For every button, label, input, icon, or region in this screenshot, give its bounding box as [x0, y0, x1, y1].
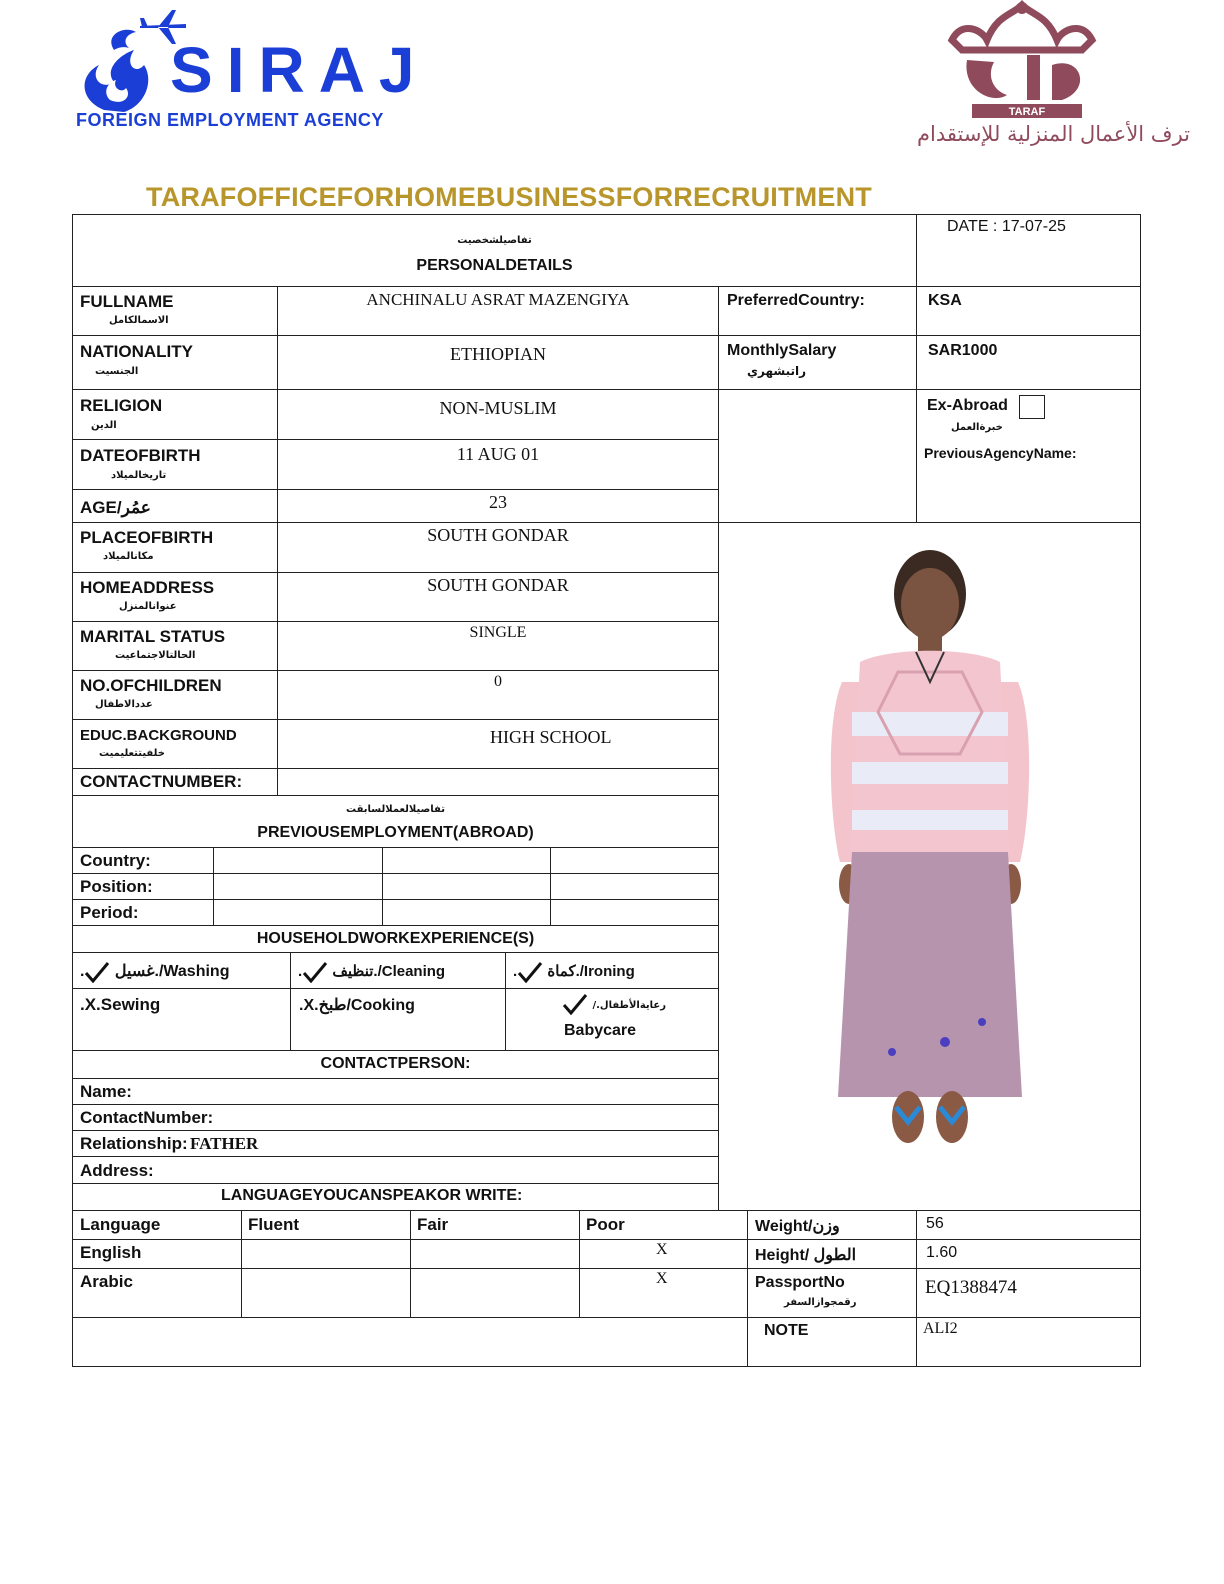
- ex-abroad-arabic: خبرةالعمل: [951, 422, 1003, 433]
- previous-employment-header: [72, 795, 719, 848]
- ironing-cell: . كماة./Ironing: [505, 952, 719, 989]
- religion-label: RELIGION: [80, 396, 163, 415]
- taraf-name: TARAF: [1008, 106, 1046, 118]
- age-label: AGE/عمُر: [80, 498, 151, 517]
- lang-col-poor: [579, 1210, 748, 1240]
- prev-period-cell-3[interactable]: [550, 899, 719, 926]
- lang-english-poor[interactable]: [579, 1239, 748, 1269]
- siraj-subtitle: FOREIGN EMPLOYMENT AGENCY: [76, 110, 384, 130]
- lang-arabic-poor[interactable]: [579, 1268, 748, 1318]
- salary-arabic: راتبشهري: [747, 364, 807, 378]
- cleaning-cell: . تنظيف./Cleaning: [290, 952, 506, 989]
- prev-country-label-cell: [72, 847, 214, 874]
- age-value: 23: [489, 492, 507, 512]
- nationality-label: NATIONALITY: [80, 342, 194, 361]
- sewing-label: .X.Sewing: [80, 995, 161, 1014]
- marital-arabic: الحالتالاجتماعيت: [115, 650, 196, 661]
- previous-employment-title: PREVIOUSEMPLOYMENT(ABROAD): [257, 824, 534, 841]
- lang-arabic-fair[interactable]: [410, 1268, 580, 1318]
- lang-arabic-cell: [72, 1268, 242, 1318]
- educ-label-cell: [72, 719, 278, 769]
- page-title: TARAFOFFICEFORHOMEBUSINESSFORRECRUITMENT: [146, 182, 872, 212]
- note-value: ALI2: [923, 1320, 958, 1337]
- dob-label-cell: [72, 439, 278, 490]
- fullname-value-cell: [277, 286, 719, 336]
- date-value: DATE : 17-07-25: [947, 218, 1066, 235]
- marital-label: MARITAL STATUS: [80, 627, 226, 646]
- children-value: 0: [494, 673, 502, 690]
- height-value-cell: [916, 1239, 1141, 1269]
- preferred-country-value-cell: [916, 286, 1141, 336]
- religion-label-cell: [72, 389, 278, 440]
- fullname-arabic: الاسمالكامل: [109, 315, 169, 326]
- lang-col-language: [72, 1210, 242, 1240]
- children-arabic: عددالاطفال: [95, 699, 153, 710]
- preferred-country-value: KSA: [928, 292, 962, 309]
- pob-value: SOUTH GONDAR: [427, 525, 569, 545]
- washing-label: غسيل./Washing: [114, 963, 230, 981]
- passport-value-cell: [916, 1268, 1141, 1318]
- note-label: NOTE: [764, 1322, 809, 1339]
- nationality-label-cell: [72, 335, 278, 390]
- marital-label-cell: [72, 621, 278, 671]
- dob-value-cell: [277, 439, 719, 490]
- pob-arabic: مكانالميلاد: [103, 551, 154, 562]
- babycare-cell: [505, 988, 719, 1051]
- personal-details-header: [72, 214, 917, 287]
- address-label-cell: [72, 572, 278, 622]
- dob-label: DATEOFBIRTH: [80, 446, 201, 465]
- lang-english-mark: X: [656, 1241, 668, 1258]
- bottom-blank-cell: [72, 1317, 748, 1367]
- dob-arabic: تاريخالميلاد: [111, 470, 167, 481]
- educ-label: EDUC.BACKGROUND: [80, 727, 237, 744]
- contact-number-value-cell[interactable]: [277, 768, 719, 796]
- lang-english-cell: [72, 1239, 242, 1269]
- crown-icon: [932, 0, 1112, 124]
- contact-name-label: Name:: [80, 1082, 132, 1101]
- contact-name-row[interactable]: [72, 1078, 719, 1105]
- passport-label-cell: [747, 1268, 917, 1318]
- babycare-arabic: رعايةالأطفال./: [592, 1000, 666, 1012]
- prev-country-label: Country:: [80, 851, 151, 870]
- check-icon: [84, 961, 110, 983]
- educ-value-cell: [277, 719, 719, 769]
- prev-period-label: Period:: [80, 903, 139, 922]
- prev-position-cell-2[interactable]: [382, 873, 551, 900]
- address-label: HOMEADDRESS: [80, 578, 215, 597]
- prev-country-cell-2[interactable]: [382, 847, 551, 874]
- children-label: NO.OFCHILDREN: [80, 676, 222, 695]
- age-value-cell: [277, 489, 719, 523]
- lang-header-fair: Fair: [417, 1215, 449, 1234]
- ironing-label: كماة./Ironing: [547, 962, 635, 980]
- lang-english-fair[interactable]: [410, 1239, 580, 1269]
- dob-value: 11 AUG 01: [456, 444, 540, 464]
- contact-number-label: CONTACTNUMBER:: [80, 772, 243, 791]
- contact-label-cell: [72, 768, 278, 796]
- weight-label-cell: [747, 1210, 917, 1240]
- lang-arabic-mark: X: [656, 1270, 668, 1287]
- lang-english-fluent[interactable]: [241, 1239, 411, 1269]
- salary-label: MonthlySalary: [727, 342, 837, 359]
- height-value: 1.60: [926, 1244, 958, 1261]
- ex-abroad-checkbox[interactable]: [1019, 395, 1045, 419]
- prev-period-cell-2[interactable]: [382, 899, 551, 926]
- relationship-row[interactable]: [72, 1130, 719, 1157]
- lang-header-fluent: Fluent: [248, 1215, 299, 1234]
- date-cell: [916, 214, 1141, 287]
- taraf-arabic-name: ترف الأعمال المنزلية للإستقدام: [917, 122, 1190, 146]
- personal-details-arabic: تفاصيلشخصيت: [457, 235, 532, 246]
- prev-position-label: Position:: [80, 877, 153, 896]
- relationship-label: Relationship:: [80, 1134, 188, 1153]
- prev-country-cell-3[interactable]: [550, 847, 719, 874]
- children-label-cell: [72, 670, 278, 720]
- lang-arabic-fluent[interactable]: [241, 1268, 411, 1318]
- previous-employment-arabic: تفاصيلالعملالسابقت: [346, 804, 445, 815]
- prev-country-cell-1[interactable]: [213, 847, 383, 874]
- check-icon: [302, 961, 328, 983]
- lang-header-poor: Poor: [586, 1215, 625, 1234]
- babycare-label: Babycare: [564, 1022, 637, 1039]
- salary-label-cell: [718, 335, 917, 390]
- lang-col-fluent: [241, 1210, 411, 1240]
- preferred-country-label: PreferredCountry:: [727, 292, 865, 309]
- check-icon: [562, 993, 588, 1015]
- lang-english-label: English: [80, 1243, 142, 1262]
- children-value-cell: [277, 670, 719, 720]
- age-label-cell: [72, 489, 278, 523]
- personal-details-title: PERSONALDETAILS: [416, 257, 573, 274]
- educ-value: HIGH SCHOOL: [490, 727, 612, 747]
- pob-value-cell: [277, 522, 719, 573]
- passport-value: EQ1388474: [925, 1277, 1017, 1298]
- nationality-value-cell: [277, 335, 719, 390]
- marital-value: SINGLE: [469, 624, 527, 641]
- educ-arabic: خلفيتتعليميت: [99, 748, 165, 759]
- religion-arabic: الدين: [91, 420, 117, 431]
- height-label: Height/ الطول: [755, 1247, 857, 1264]
- cooking-cell: [290, 988, 506, 1051]
- household-title: HOUSEHOLDWORKEXPERIENCE(S): [256, 930, 535, 947]
- prev-position-label-cell: [72, 873, 214, 900]
- pob-label-cell: [72, 522, 278, 573]
- household-header: [72, 925, 719, 953]
- religion-value-cell: [277, 389, 719, 440]
- previous-agency-label: PreviousAgencyName:: [924, 445, 1077, 461]
- nationality-value: ETHIOPIAN: [450, 344, 546, 364]
- weight-value: 56: [926, 1215, 944, 1232]
- sewing-cell: [72, 988, 291, 1051]
- language-title: LANGUAGEYOUCANSPEAKOR WRITE:: [221, 1187, 523, 1204]
- address-value: SOUTH GONDAR: [427, 575, 569, 595]
- pob-label: PLACEOFBIRTH: [80, 528, 214, 547]
- cleaning-label: تنظيف./Cleaning: [332, 962, 446, 980]
- relationship-value: FATHER: [190, 1134, 259, 1153]
- contact-address-label: Address:: [80, 1161, 154, 1180]
- preferred-country-label-cell: [718, 286, 917, 336]
- ex-abroad-cell: [916, 389, 1141, 523]
- passport-label: PassportNo: [755, 1274, 845, 1291]
- siraj-name: SIRAJ: [170, 34, 429, 106]
- lang-col-fair: [410, 1210, 580, 1240]
- ex-abroad-label: Ex-Abroad: [927, 397, 1008, 414]
- lang-arabic-label: Arabic: [80, 1272, 133, 1291]
- weight-label: Weight/وزن: [755, 1218, 840, 1235]
- prev-position-cell-1[interactable]: [213, 873, 383, 900]
- salary-value-cell: [916, 335, 1141, 390]
- fullname-value: ANCHINALU ASRAT MAZENGIYA: [366, 290, 630, 309]
- siraj-logo: [74, 6, 429, 134]
- note-label-cell: [747, 1317, 917, 1367]
- candidate-photo: [720, 522, 1140, 1210]
- religion-value: NON-MUSLIM: [439, 398, 557, 418]
- contact-person-title: CONTACTPERSON:: [320, 1055, 471, 1072]
- height-label-cell: [747, 1239, 917, 1269]
- cooking-label: .X.طبخ/Cooking: [299, 997, 415, 1014]
- contact-address-row[interactable]: [72, 1156, 719, 1184]
- prev-position-cell-3[interactable]: [550, 873, 719, 900]
- washing-cell: . غسيل./Washing: [72, 952, 291, 989]
- marital-value-cell: [277, 621, 719, 671]
- lang-header-language: Language: [80, 1215, 161, 1234]
- blank-job-cell: [718, 389, 917, 523]
- contact-number-row[interactable]: [72, 1104, 719, 1131]
- fullname-label: FULLNAME: [80, 292, 174, 311]
- contact-person-header: [72, 1050, 719, 1079]
- address-arabic: عنوانالمنزل: [119, 601, 177, 612]
- passport-arabic: رقمجوازالسفر: [784, 1297, 857, 1308]
- prev-period-cell-1[interactable]: [213, 899, 383, 926]
- language-header: [72, 1183, 719, 1211]
- address-value-cell: [277, 572, 719, 622]
- weight-value-cell: [916, 1210, 1141, 1240]
- fullname-label-cell: [72, 286, 278, 336]
- check-icon: [517, 961, 543, 983]
- nationality-arabic: الجنسيت: [95, 366, 139, 377]
- note-value-cell: [916, 1317, 1141, 1367]
- taraf-logo: [836, 0, 1196, 150]
- prev-period-label-cell: [72, 899, 214, 926]
- contact-person-number-label: ContactNumber:: [80, 1108, 214, 1127]
- salary-value: SAR1000: [928, 342, 998, 359]
